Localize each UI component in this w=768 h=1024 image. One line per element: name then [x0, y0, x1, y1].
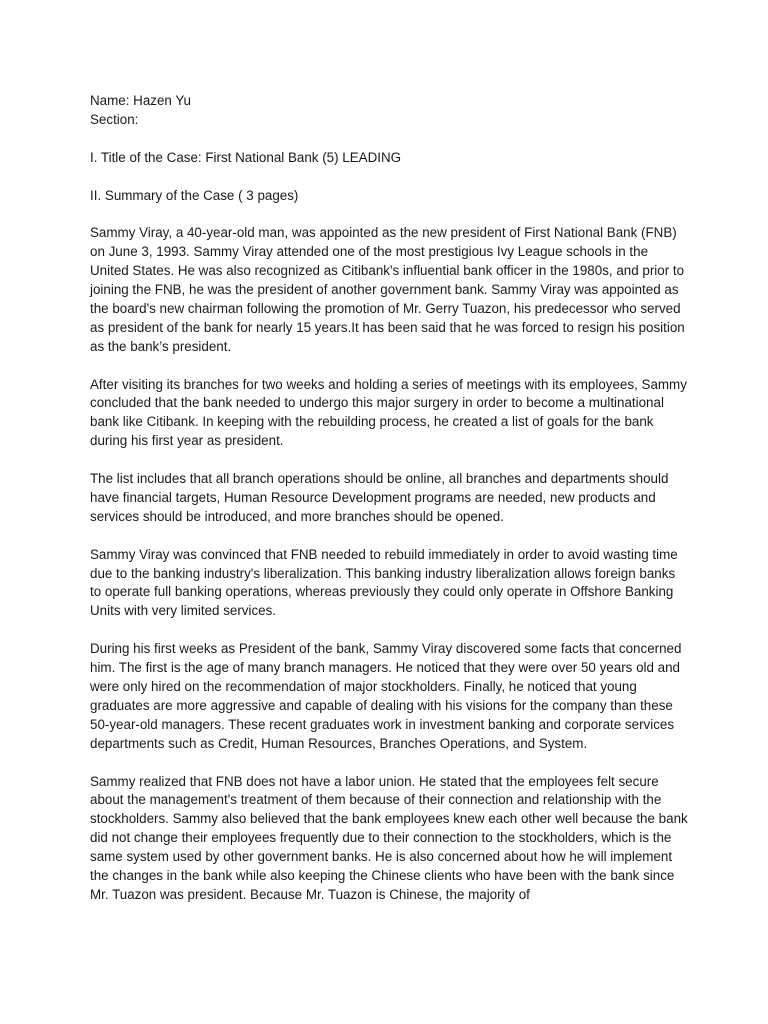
paragraph-appointment: Sammy Viray, a 40-year-old man, was appointed as the new president of First National Bank (FNB) on June 3, 1993. Sammy Viray attended one of the most prestigious Ivy League schools in the United States. He was also recognized as Citibank's influential bank officer in the 1980s, and prior to joining the FNB, he was the president of another government bank. Sammy Viray was appointed as the board's new chairman following the promotion of Mr. Gerry Tuazon, his predecessor who served as president of the bank for nearly 15 years.It has been said that he was forced to resign his position as the bank’s president.: [90, 225, 685, 354]
student-name: Name: Hazen Yu: [90, 93, 191, 108]
document-body: [90, 92, 688, 905]
paragraph-liberalization: Sammy Viray was convinced that FNB needed to rebuild immediately in order to avoid wasting time due to the banking industry's liberalization. This banking industry liberalization allows foreign banks to operate full banking operations, whereas previously they could only operate in Offshore Banking Units with very limited services.: [90, 546, 678, 619]
paragraph-goals-list: The list includes that all branch operations should be online, all branches and departments should have financial targets, Human Resource Development programs are needed, new products and services should be introduced, and more branches should be opened.: [90, 471, 669, 524]
spacer: [90, 130, 688, 149]
spacer: [90, 168, 688, 187]
case-title: I. Title of the Case: First National Bank (5) LEADING: [90, 149, 402, 165]
summary-heading: II. Summary of the Case ( 3 pages): [90, 187, 299, 203]
paragraph-managers: During his first weeks as President of the bank, Sammy Viray discovered some facts that concerned him. The first is the age of many branch managers. He noticed that they were over 50 years old and were only hired on the recommendation of major stockholders. Finally, he noticed that young graduates are more aggressive and capable of dealing with his visions for the company than these 50-year-old managers. These recent graduates work in investment banking and corporate services departments such as Credit, Human Resources, Branches Operations, and System.: [90, 641, 682, 751]
student-section: Section:: [90, 111, 139, 127]
paragraph-branch-visits: After visiting its branches for two weeks and holding a series of meetings with its employees, Sammy concluded that the bank needed to undergo this major surgery in order to become a multinational bank like Citibank. In keeping with the rebuilding process, he created a list of goals for the bank during his first year as president.: [90, 376, 687, 449]
paragraph-labor-union: Sammy realized that FNB does not have a labor union. He stated that the employees felt secure about the management's treatment of them because of their connection and relationship with the stockholders. Sammy also believed that the bank employees knew each other well because the bank did not change their employees frequently due to their connection to the stockholders, which is the same system used by other government banks. He is also concerned about how he will implement the changes in the bank while also keeping the Chinese clients who have been with the bank since Mr. Tuazon was president. Because Mr. Tuazon is Chinese, the majority of: [90, 773, 688, 902]
spacer: [90, 205, 688, 224]
